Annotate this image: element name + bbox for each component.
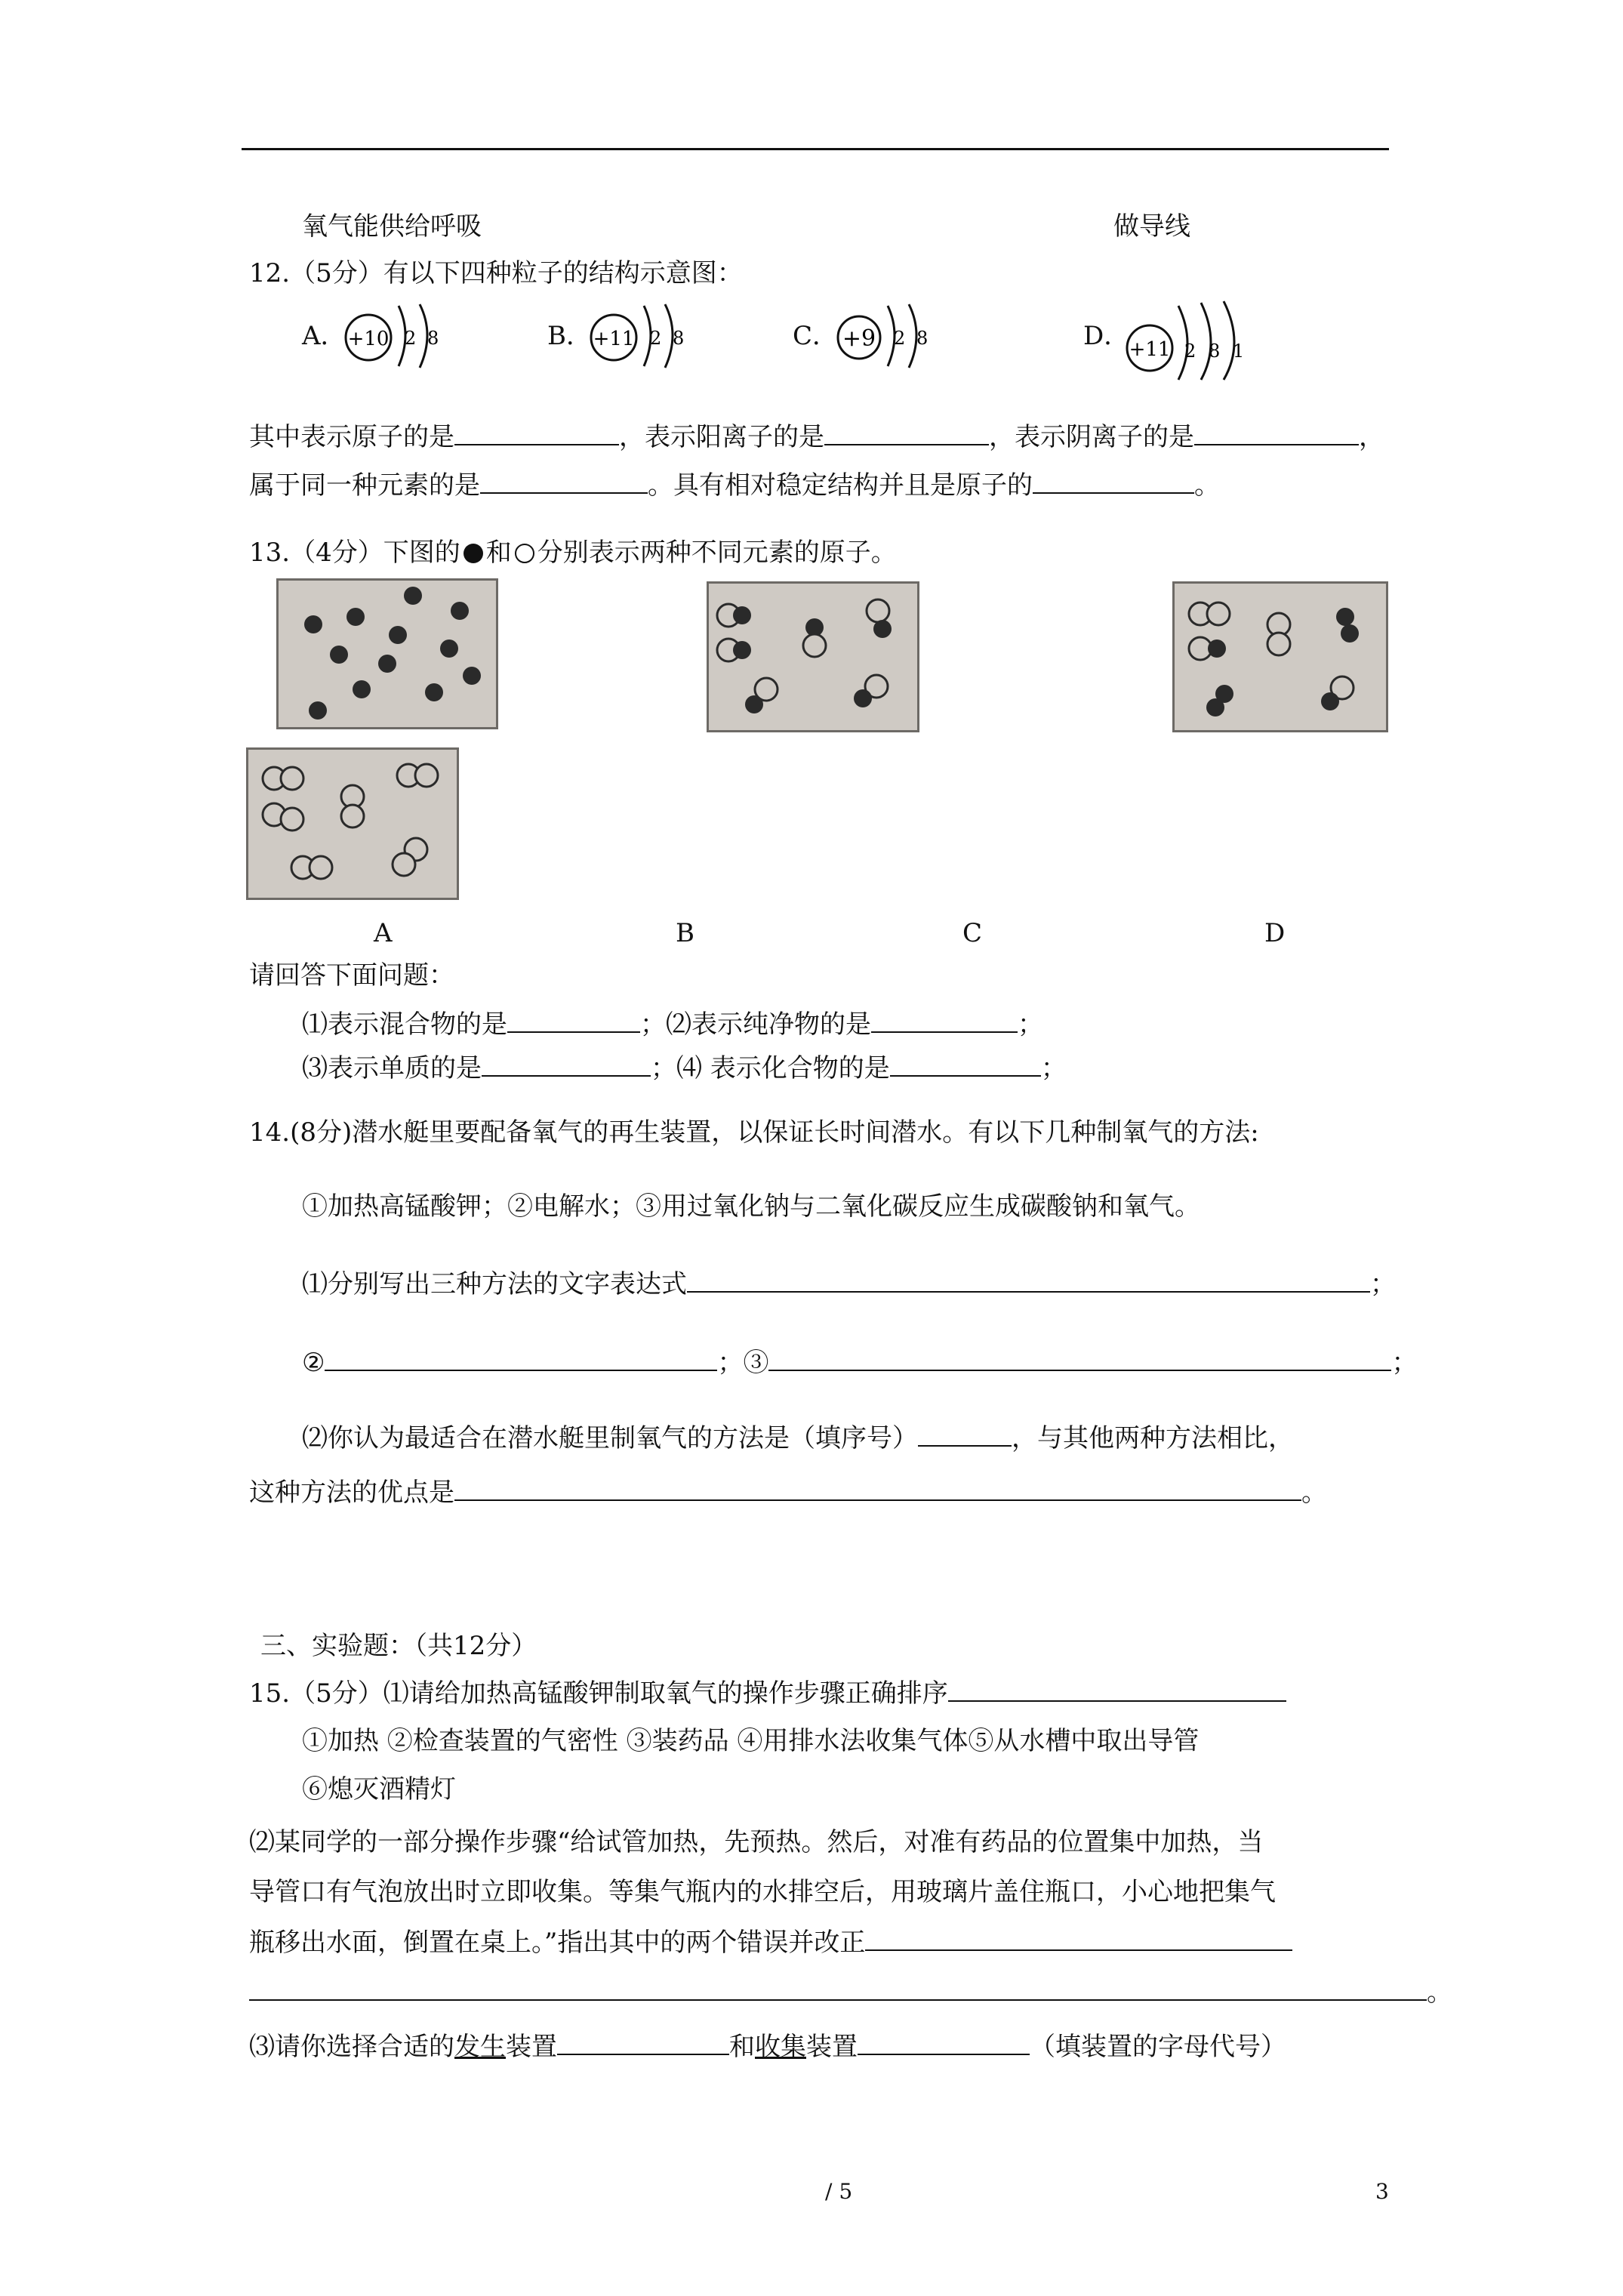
hollow-atom bbox=[415, 764, 438, 787]
particle-c-label: C． bbox=[793, 321, 839, 351]
shell-count: 1 bbox=[1233, 341, 1245, 362]
q14-p2 bbox=[302, 1347, 1417, 1378]
q14-stem: 14.(8分)潜水艇里要配备氧气的再生装置，以保证长时间潜水。有以下几种制氧气的方法: bbox=[249, 1117, 1259, 1148]
q13-row2-b: ；⑷ 表示化合物的是 bbox=[651, 1053, 890, 1083]
q14-p3 bbox=[302, 1422, 1294, 1453]
q15-part2-line2: 导管口有气泡放出时立即收集。等集气瓶内的水排空后，用玻璃片盖住瓶口，小心地把集气 bbox=[249, 1877, 1276, 1907]
nucleus-charge: +9 bbox=[842, 325, 876, 352]
q13-stem-a: 13.（4分）下图的 bbox=[249, 538, 460, 568]
q15-part2-end: 。 bbox=[1427, 1977, 1452, 2008]
header-rule bbox=[242, 148, 1389, 150]
q13-stem-c: 分别表示两种不同元素的原子。 bbox=[537, 538, 897, 568]
hollow-atom bbox=[393, 853, 415, 876]
q15-p3-c: 装置 bbox=[506, 2032, 557, 2062]
q14-methods: ①加热高锰酸钾；②电解水；③用过氧化钠与二氧化碳反应生成碳酸钠和氧气。 bbox=[302, 1191, 1200, 1222]
figure-label-d: D bbox=[1264, 918, 1286, 948]
q13-figure-a bbox=[276, 578, 498, 729]
q12-stem: 12.（5分）有以下四种粒子的结构示意图： bbox=[249, 258, 743, 288]
shell-count: 2 bbox=[405, 328, 417, 349]
filled-atom bbox=[1208, 639, 1226, 658]
q13-row1-c: ； bbox=[1018, 1009, 1043, 1040]
filled-atom bbox=[463, 667, 481, 685]
q13-row2 bbox=[302, 1052, 1067, 1083]
shell-count: 8 bbox=[916, 328, 929, 349]
q13-figure-b bbox=[707, 581, 919, 732]
shell-arc bbox=[665, 304, 673, 368]
q15-p3-b: 发生 bbox=[454, 2032, 506, 2062]
hollow-atom-icon bbox=[515, 544, 534, 563]
particle-b-label: B． bbox=[547, 321, 592, 351]
nucleus-charge: +10 bbox=[347, 328, 390, 350]
filled-atom bbox=[425, 683, 443, 701]
q13-element-blank[interactable] bbox=[482, 1052, 651, 1077]
q14-best-method-blank[interactable] bbox=[918, 1422, 1012, 1447]
q14-equation3-blank[interactable] bbox=[768, 1347, 1391, 1371]
shell-count: 2 bbox=[894, 328, 906, 349]
hollow-atom bbox=[1267, 633, 1290, 655]
filled-atom bbox=[378, 655, 396, 673]
q12-line1-text-c: ，表示阴离子的是 bbox=[989, 422, 1194, 452]
hollow-atom bbox=[867, 599, 889, 622]
filled-atom bbox=[1341, 624, 1359, 643]
filled-atom bbox=[873, 620, 892, 638]
shell-count: 2 bbox=[650, 328, 662, 349]
filled-atom bbox=[1336, 608, 1354, 626]
particle-d-label: D． bbox=[1083, 321, 1130, 351]
figure-d-molecules bbox=[248, 750, 457, 898]
nucleus-charge: +11 bbox=[1129, 338, 1171, 361]
q15-p3-e: 收集 bbox=[755, 2032, 806, 2062]
figure-a-atoms bbox=[279, 581, 496, 727]
filled-atom-icon bbox=[463, 544, 483, 563]
filled-atom bbox=[1321, 692, 1339, 710]
particle-c-diagram bbox=[830, 298, 951, 374]
q15-part3 bbox=[249, 2031, 1286, 2062]
hollow-atom bbox=[310, 856, 332, 879]
figure-label-b: B bbox=[676, 918, 694, 948]
q15-p3-f: 装置 bbox=[806, 2032, 858, 2062]
filled-atom bbox=[389, 626, 407, 644]
hollow-atom bbox=[341, 805, 364, 827]
q15-order-blank[interactable] bbox=[948, 1678, 1286, 1702]
q13-prompt: 请回答下面问题： bbox=[249, 960, 454, 991]
q12-line1-text-a: 其中表示原子的是 bbox=[249, 422, 454, 452]
q15-stem bbox=[249, 1678, 1286, 1709]
q14-p4-a: 这种方法的优点是 bbox=[249, 1478, 454, 1508]
q13-figure-c bbox=[1172, 581, 1388, 732]
q13-stem-b: 和 bbox=[485, 538, 512, 568]
q12-same-element-blank[interactable] bbox=[480, 470, 648, 494]
particle-d-diagram bbox=[1121, 298, 1272, 381]
figure-label-a: A bbox=[374, 918, 393, 948]
q12-line2 bbox=[249, 470, 1220, 501]
q12-line1-text-d: ， bbox=[1359, 422, 1384, 452]
filled-atom bbox=[745, 695, 763, 713]
q15-collector-blank[interactable] bbox=[858, 2031, 1030, 2055]
figure-c-molecules bbox=[1175, 584, 1386, 730]
filled-atom bbox=[353, 680, 371, 698]
q15-part2-line1: ⑵某同学的一部分操作步骤“给试管加热，先预热。然后，对准有药品的位置集中加热，当 bbox=[249, 1827, 1264, 1857]
q15-p3-d: 和 bbox=[729, 2032, 755, 2062]
carryover-right: 做导线 bbox=[1113, 211, 1190, 242]
q15-errors-blank-continued[interactable] bbox=[249, 1977, 1427, 2001]
q14-equation1-blank[interactable] bbox=[687, 1268, 1370, 1293]
filled-atom bbox=[404, 587, 422, 605]
particle-a-label: A． bbox=[302, 321, 346, 351]
q12-line1-text-b: ，表示阳离子的是 bbox=[619, 422, 824, 452]
shell-count: 2 bbox=[1184, 341, 1196, 362]
filled-atom bbox=[733, 641, 751, 659]
q15-part2-line4 bbox=[249, 1977, 1452, 2008]
q14-p4 bbox=[249, 1477, 1327, 1508]
q14-p2-a: ② bbox=[302, 1348, 325, 1378]
particle-b-diagram bbox=[585, 298, 706, 374]
q14-equation2-blank[interactable] bbox=[325, 1347, 717, 1371]
q13-row1-a: ⑴表示混合物的是 bbox=[302, 1009, 507, 1040]
filled-atom bbox=[309, 701, 327, 720]
hollow-atom bbox=[803, 634, 826, 657]
q13-mixture-blank[interactable] bbox=[507, 1009, 640, 1033]
hollow-atom bbox=[1207, 603, 1230, 625]
q13-row1-b: ；⑵表示纯净物的是 bbox=[640, 1009, 871, 1040]
q12-anion-blank[interactable] bbox=[1194, 421, 1359, 445]
nucleus-charge: +11 bbox=[593, 328, 635, 350]
particle-a-diagram bbox=[340, 298, 460, 374]
footer-page-total: / 5 bbox=[825, 2179, 853, 2204]
filled-atom bbox=[440, 639, 458, 658]
hollow-atom bbox=[281, 808, 303, 831]
footer-page-number: 3 bbox=[1375, 2179, 1389, 2204]
q13-row2-c: ； bbox=[1040, 1053, 1067, 1083]
q14-p4-b: 。 bbox=[1301, 1478, 1327, 1508]
q14-p3-a: ⑵你认为最适合在潜水艇里制氧气的方法是（填序号） bbox=[302, 1423, 918, 1453]
q12-line2-text-a: 属于同一种元素的是 bbox=[249, 470, 480, 501]
filled-atom bbox=[346, 608, 365, 626]
q12-line2-text-b: 。具有相对稳定结构并且是原子的 bbox=[648, 470, 1033, 501]
q14-p2-c: ； bbox=[1391, 1348, 1418, 1378]
filled-atom bbox=[330, 646, 348, 664]
carryover-left: 氧气能供给呼吸 bbox=[302, 211, 482, 242]
q14-advantage-blank[interactable] bbox=[454, 1477, 1301, 1501]
q14-p1 bbox=[302, 1268, 1396, 1299]
filled-atom bbox=[1206, 698, 1224, 717]
filled-atom bbox=[451, 602, 469, 620]
hollow-atom bbox=[281, 767, 303, 790]
shell-count: 8 bbox=[1209, 341, 1221, 362]
q13-row1 bbox=[302, 1009, 1043, 1040]
q12-atom-blank[interactable] bbox=[454, 421, 619, 445]
figure-label-c: C bbox=[962, 918, 983, 948]
q15-part2-line3-text: 瓶移出水面，倒置在桌上。”指出其中的两个错误并改正 bbox=[249, 1928, 866, 1958]
q13-figure-d bbox=[246, 747, 459, 900]
shell-arc bbox=[420, 304, 427, 368]
filled-atom bbox=[304, 615, 322, 633]
q12-stable-atom-blank[interactable] bbox=[1033, 470, 1194, 494]
q15-generator-blank[interactable] bbox=[557, 2031, 729, 2055]
q15-part2-line3 bbox=[249, 1927, 1292, 1958]
shell-count: 8 bbox=[673, 328, 685, 349]
q14-p2-b: ；③ bbox=[717, 1348, 769, 1378]
filled-atom bbox=[733, 606, 751, 624]
q14-p1-b: ； bbox=[1370, 1269, 1396, 1299]
q12-line1 bbox=[249, 421, 1384, 452]
q13-stem bbox=[249, 538, 897, 568]
q15-steps-1: ①加热 ②检查装置的气密性 ③装药品 ④用排水法收集气体⑤从水槽中取出导管 bbox=[302, 1726, 1200, 1756]
q12-line2-text-c: 。 bbox=[1194, 470, 1220, 501]
figure-b-molecules bbox=[709, 584, 917, 730]
q15-p3-a: ⑶请你选择合适的 bbox=[249, 2032, 454, 2062]
shell-arc bbox=[909, 304, 916, 368]
q15-p3-g: （填装置的字母代号） bbox=[1030, 2032, 1286, 2062]
q14-p1-a: ⑴分别写出三种方法的文字表达式 bbox=[302, 1269, 687, 1299]
q15-stem-text: 15.（5分）⑴请给加热高锰酸钾制取氧气的操作步骤正确排序 bbox=[249, 1678, 948, 1709]
q14-p3-b: ，与其他两种方法相比， bbox=[1012, 1423, 1294, 1453]
section-3-title: 三、实验题：（共12分） bbox=[260, 1631, 537, 1661]
q12-cation-blank[interactable] bbox=[824, 421, 989, 445]
q15-steps-2: ⑥熄灭酒精灯 bbox=[302, 1774, 456, 1804]
q13-pure-blank[interactable] bbox=[871, 1009, 1018, 1033]
q13-row2-a: ⑶表示单质的是 bbox=[302, 1053, 482, 1083]
q15-errors-blank[interactable] bbox=[865, 1927, 1292, 1951]
shell-count: 8 bbox=[427, 328, 439, 349]
q13-compound-blank[interactable] bbox=[890, 1052, 1041, 1077]
filled-atom bbox=[854, 689, 872, 707]
